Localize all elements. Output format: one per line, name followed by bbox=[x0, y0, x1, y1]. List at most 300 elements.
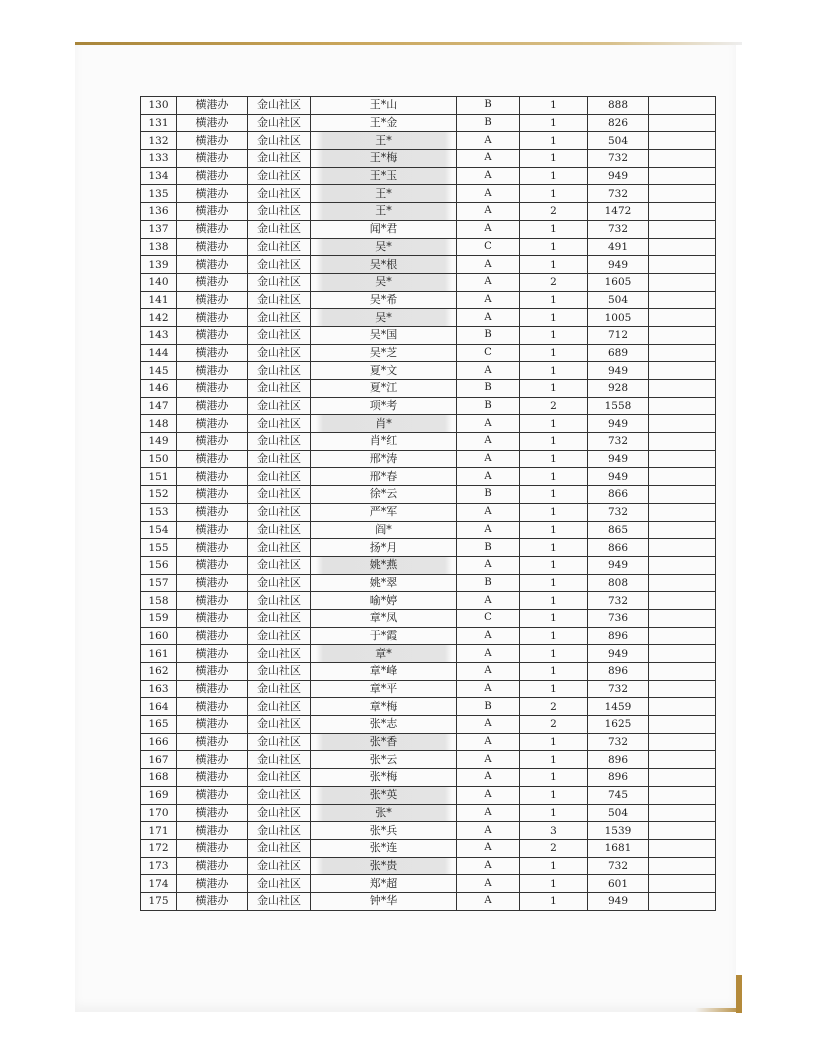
cell-name: 章*凤 bbox=[311, 609, 457, 627]
cell-community: 金山社区 bbox=[248, 627, 311, 645]
cell-community: 金山社区 bbox=[248, 238, 311, 256]
cell-row-number: 137 bbox=[141, 220, 177, 238]
cell-amount: 504 bbox=[588, 291, 649, 309]
table-row bbox=[141, 433, 716, 451]
cell-name: 郑*超 bbox=[311, 875, 457, 893]
cell-grade: A bbox=[457, 733, 520, 751]
cell-office: 横港办 bbox=[177, 114, 248, 132]
cell-office: 横港办 bbox=[177, 220, 248, 238]
cell-count: 1 bbox=[520, 380, 588, 398]
table-row bbox=[141, 822, 716, 840]
cell-name: 张*英 bbox=[311, 786, 457, 804]
cell-grade: A bbox=[457, 716, 520, 734]
cell-note bbox=[649, 680, 716, 698]
cell-row-number: 149 bbox=[141, 433, 177, 451]
cell-row-number: 173 bbox=[141, 857, 177, 875]
table-row bbox=[141, 309, 716, 327]
cell-office: 横港办 bbox=[177, 875, 248, 893]
cell-name: 张*香 bbox=[311, 733, 457, 751]
cell-amount: 1539 bbox=[588, 822, 649, 840]
table-row bbox=[141, 450, 716, 468]
cell-name: 王* bbox=[311, 132, 457, 150]
cell-office: 横港办 bbox=[177, 185, 248, 203]
cell-grade: A bbox=[457, 450, 520, 468]
cell-row-number: 174 bbox=[141, 875, 177, 893]
cell-office: 横港办 bbox=[177, 804, 248, 822]
cell-community: 金山社区 bbox=[248, 769, 311, 787]
cell-note bbox=[649, 592, 716, 610]
table-row bbox=[141, 804, 716, 822]
cell-grade: A bbox=[457, 415, 520, 433]
cell-count: 1 bbox=[520, 415, 588, 433]
cell-grade: A bbox=[457, 150, 520, 168]
cell-office: 横港办 bbox=[177, 273, 248, 291]
cell-amount: 601 bbox=[588, 875, 649, 893]
table-row bbox=[141, 150, 716, 168]
cell-row-number: 136 bbox=[141, 203, 177, 221]
cell-name: 钟*华 bbox=[311, 892, 457, 910]
cell-name: 吴*希 bbox=[311, 291, 457, 309]
cell-community: 金山社区 bbox=[248, 733, 311, 751]
cell-name: 吴*芝 bbox=[311, 344, 457, 362]
cell-name: 夏*文 bbox=[311, 362, 457, 380]
cell-grade: C bbox=[457, 344, 520, 362]
cell-amount: 732 bbox=[588, 592, 649, 610]
cell-note bbox=[649, 291, 716, 309]
cell-count: 1 bbox=[520, 857, 588, 875]
cell-office: 横港办 bbox=[177, 291, 248, 309]
cell-office: 横港办 bbox=[177, 733, 248, 751]
cell-note bbox=[649, 380, 716, 398]
table-row bbox=[141, 468, 716, 486]
table-row bbox=[141, 539, 716, 557]
cell-grade: C bbox=[457, 238, 520, 256]
cell-name: 张* bbox=[311, 804, 457, 822]
cell-community: 金山社区 bbox=[248, 132, 311, 150]
cell-name: 张*梅 bbox=[311, 769, 457, 787]
cell-amount: 949 bbox=[588, 167, 649, 185]
cell-name: 姚*翠 bbox=[311, 574, 457, 592]
cell-community: 金山社区 bbox=[248, 97, 311, 115]
cell-note bbox=[649, 698, 716, 716]
table-row bbox=[141, 397, 716, 415]
cell-note bbox=[649, 521, 716, 539]
cell-note bbox=[649, 663, 716, 681]
cell-community: 金山社区 bbox=[248, 539, 311, 557]
table-row bbox=[141, 220, 716, 238]
cell-office: 横港办 bbox=[177, 857, 248, 875]
cell-name: 吴* bbox=[311, 309, 457, 327]
cell-community: 金山社区 bbox=[248, 291, 311, 309]
cell-grade: A bbox=[457, 839, 520, 857]
cell-grade: A bbox=[457, 645, 520, 663]
cell-count: 1 bbox=[520, 167, 588, 185]
table-row bbox=[141, 716, 716, 734]
table-row bbox=[141, 344, 716, 362]
cell-count: 1 bbox=[520, 680, 588, 698]
table-row bbox=[141, 114, 716, 132]
cell-grade: A bbox=[457, 291, 520, 309]
cell-row-number: 158 bbox=[141, 592, 177, 610]
cell-row-number: 145 bbox=[141, 362, 177, 380]
cell-count: 1 bbox=[520, 556, 588, 574]
cell-count: 1 bbox=[520, 804, 588, 822]
cell-count: 1 bbox=[520, 326, 588, 344]
cell-community: 金山社区 bbox=[248, 433, 311, 451]
cell-grade: C bbox=[457, 609, 520, 627]
cell-row-number: 135 bbox=[141, 185, 177, 203]
cell-amount: 1681 bbox=[588, 839, 649, 857]
cell-count: 1 bbox=[520, 150, 588, 168]
cell-office: 横港办 bbox=[177, 450, 248, 468]
cell-name: 张*云 bbox=[311, 751, 457, 769]
cell-note bbox=[649, 804, 716, 822]
cell-name: 章*梅 bbox=[311, 698, 457, 716]
table-row bbox=[141, 733, 716, 751]
cell-name: 王*梅 bbox=[311, 150, 457, 168]
cell-note bbox=[649, 574, 716, 592]
cell-office: 横港办 bbox=[177, 97, 248, 115]
cell-note bbox=[649, 556, 716, 574]
cell-name: 章* bbox=[311, 645, 457, 663]
cell-count: 1 bbox=[520, 291, 588, 309]
cell-community: 金山社区 bbox=[248, 203, 311, 221]
table-row bbox=[141, 185, 716, 203]
cell-community: 金山社区 bbox=[248, 574, 311, 592]
cell-note bbox=[649, 415, 716, 433]
table-row bbox=[141, 645, 716, 663]
cell-community: 金山社区 bbox=[248, 344, 311, 362]
cell-grade: B bbox=[457, 574, 520, 592]
cell-count: 2 bbox=[520, 698, 588, 716]
cell-amount: 949 bbox=[588, 362, 649, 380]
cell-amount: 504 bbox=[588, 132, 649, 150]
cell-row-number: 157 bbox=[141, 574, 177, 592]
cell-count: 1 bbox=[520, 592, 588, 610]
cell-name: 张*贵 bbox=[311, 857, 457, 875]
cell-community: 金山社区 bbox=[248, 185, 311, 203]
cell-office: 横港办 bbox=[177, 203, 248, 221]
cell-row-number: 175 bbox=[141, 892, 177, 910]
cell-count: 1 bbox=[520, 521, 588, 539]
cell-office: 横港办 bbox=[177, 362, 248, 380]
cell-grade: B bbox=[457, 326, 520, 344]
cell-count: 1 bbox=[520, 468, 588, 486]
cell-name: 张*兵 bbox=[311, 822, 457, 840]
table-row bbox=[141, 680, 716, 698]
cell-count: 1 bbox=[520, 450, 588, 468]
cell-amount: 896 bbox=[588, 769, 649, 787]
cell-community: 金山社区 bbox=[248, 804, 311, 822]
cell-note bbox=[649, 114, 716, 132]
cell-name: 邢*涛 bbox=[311, 450, 457, 468]
cell-name: 阎* bbox=[311, 521, 457, 539]
table-row bbox=[141, 839, 716, 857]
cell-note bbox=[649, 769, 716, 787]
table-row bbox=[141, 203, 716, 221]
cell-note bbox=[649, 822, 716, 840]
cell-note bbox=[649, 397, 716, 415]
table-row bbox=[141, 167, 716, 185]
cell-office: 横港办 bbox=[177, 645, 248, 663]
cell-name: 扬*月 bbox=[311, 539, 457, 557]
cell-row-number: 146 bbox=[141, 380, 177, 398]
cell-amount: 732 bbox=[588, 185, 649, 203]
cell-note bbox=[649, 433, 716, 451]
cell-community: 金山社区 bbox=[248, 857, 311, 875]
cell-amount: 1459 bbox=[588, 698, 649, 716]
cell-name: 邢*春 bbox=[311, 468, 457, 486]
cell-name: 徐*云 bbox=[311, 486, 457, 504]
table-row bbox=[141, 326, 716, 344]
cell-grade: B bbox=[457, 698, 520, 716]
cell-office: 横港办 bbox=[177, 556, 248, 574]
cell-community: 金山社区 bbox=[248, 114, 311, 132]
cell-row-number: 153 bbox=[141, 503, 177, 521]
cell-community: 金山社区 bbox=[248, 380, 311, 398]
cell-office: 横港办 bbox=[177, 751, 248, 769]
cell-amount: 949 bbox=[588, 468, 649, 486]
cell-count: 3 bbox=[520, 822, 588, 840]
cell-community: 金山社区 bbox=[248, 326, 311, 344]
cell-row-number: 162 bbox=[141, 663, 177, 681]
cell-amount: 808 bbox=[588, 574, 649, 592]
cell-amount: 949 bbox=[588, 645, 649, 663]
cell-note bbox=[649, 486, 716, 504]
cell-grade: B bbox=[457, 397, 520, 415]
cell-amount: 732 bbox=[588, 680, 649, 698]
cell-name: 吴*根 bbox=[311, 256, 457, 274]
cell-grade: A bbox=[457, 185, 520, 203]
cell-count: 1 bbox=[520, 609, 588, 627]
cell-office: 横港办 bbox=[177, 839, 248, 857]
cell-name: 喻*婷 bbox=[311, 592, 457, 610]
cell-amount: 732 bbox=[588, 503, 649, 521]
table-body bbox=[141, 97, 716, 911]
table-row bbox=[141, 574, 716, 592]
cell-row-number: 130 bbox=[141, 97, 177, 115]
cell-office: 横港办 bbox=[177, 486, 248, 504]
cell-grade: A bbox=[457, 468, 520, 486]
cell-count: 1 bbox=[520, 875, 588, 893]
cell-row-number: 150 bbox=[141, 450, 177, 468]
cell-count: 1 bbox=[520, 663, 588, 681]
cell-grade: A bbox=[457, 892, 520, 910]
cell-community: 金山社区 bbox=[248, 822, 311, 840]
cell-row-number: 152 bbox=[141, 486, 177, 504]
table-row bbox=[141, 751, 716, 769]
cell-name: 吴*国 bbox=[311, 326, 457, 344]
cell-grade: B bbox=[457, 380, 520, 398]
cell-row-number: 156 bbox=[141, 556, 177, 574]
cell-name: 姚*燕 bbox=[311, 556, 457, 574]
cell-row-number: 143 bbox=[141, 326, 177, 344]
cell-count: 2 bbox=[520, 716, 588, 734]
cell-community: 金山社区 bbox=[248, 150, 311, 168]
table-row bbox=[141, 97, 716, 115]
cell-name: 于*霞 bbox=[311, 627, 457, 645]
cell-grade: A bbox=[457, 220, 520, 238]
cell-amount: 888 bbox=[588, 97, 649, 115]
cell-community: 金山社区 bbox=[248, 309, 311, 327]
cell-community: 金山社区 bbox=[248, 397, 311, 415]
cell-note bbox=[649, 150, 716, 168]
cell-amount: 949 bbox=[588, 256, 649, 274]
table-row bbox=[141, 486, 716, 504]
cell-community: 金山社区 bbox=[248, 592, 311, 610]
cell-amount: 504 bbox=[588, 804, 649, 822]
cell-note bbox=[649, 503, 716, 521]
cell-grade: A bbox=[457, 769, 520, 787]
cell-note bbox=[649, 185, 716, 203]
cell-community: 金山社区 bbox=[248, 609, 311, 627]
cell-count: 1 bbox=[520, 132, 588, 150]
cell-row-number: 142 bbox=[141, 309, 177, 327]
cell-amount: 826 bbox=[588, 114, 649, 132]
cell-office: 横港办 bbox=[177, 468, 248, 486]
cell-count: 1 bbox=[520, 892, 588, 910]
cell-office: 横港办 bbox=[177, 716, 248, 734]
cell-office: 横港办 bbox=[177, 503, 248, 521]
cell-office: 横港办 bbox=[177, 698, 248, 716]
cell-office: 横港办 bbox=[177, 592, 248, 610]
cell-community: 金山社区 bbox=[248, 716, 311, 734]
cell-grade: A bbox=[457, 857, 520, 875]
cell-office: 横港办 bbox=[177, 680, 248, 698]
cell-name: 肖*红 bbox=[311, 433, 457, 451]
table-row bbox=[141, 627, 716, 645]
cell-note bbox=[649, 751, 716, 769]
cell-name: 张*志 bbox=[311, 716, 457, 734]
table-row bbox=[141, 273, 716, 291]
cell-community: 金山社区 bbox=[248, 680, 311, 698]
cell-amount: 732 bbox=[588, 433, 649, 451]
cell-note bbox=[649, 97, 716, 115]
cell-amount: 491 bbox=[588, 238, 649, 256]
cell-office: 横港办 bbox=[177, 238, 248, 256]
cell-count: 1 bbox=[520, 220, 588, 238]
cell-office: 横港办 bbox=[177, 309, 248, 327]
cell-amount: 949 bbox=[588, 556, 649, 574]
cell-count: 1 bbox=[520, 733, 588, 751]
cell-amount: 949 bbox=[588, 892, 649, 910]
cell-office: 横港办 bbox=[177, 380, 248, 398]
cell-grade: A bbox=[457, 503, 520, 521]
cell-office: 横港办 bbox=[177, 663, 248, 681]
cell-office: 横港办 bbox=[177, 627, 248, 645]
cell-name: 肖* bbox=[311, 415, 457, 433]
cell-row-number: 151 bbox=[141, 468, 177, 486]
table-row bbox=[141, 132, 716, 150]
cell-amount: 1625 bbox=[588, 716, 649, 734]
cell-count: 1 bbox=[520, 362, 588, 380]
cell-amount: 1605 bbox=[588, 273, 649, 291]
cell-grade: A bbox=[457, 627, 520, 645]
cell-grade: A bbox=[457, 256, 520, 274]
cell-note bbox=[649, 326, 716, 344]
cell-row-number: 171 bbox=[141, 822, 177, 840]
cell-note bbox=[649, 167, 716, 185]
cell-note bbox=[649, 875, 716, 893]
cell-row-number: 144 bbox=[141, 344, 177, 362]
cell-community: 金山社区 bbox=[248, 875, 311, 893]
cell-row-number: 165 bbox=[141, 716, 177, 734]
table-row bbox=[141, 362, 716, 380]
cell-grade: A bbox=[457, 309, 520, 327]
cell-amount: 732 bbox=[588, 857, 649, 875]
cell-amount: 745 bbox=[588, 786, 649, 804]
cell-count: 1 bbox=[520, 574, 588, 592]
cell-office: 横港办 bbox=[177, 132, 248, 150]
cell-count: 1 bbox=[520, 97, 588, 115]
cell-grade: A bbox=[457, 556, 520, 574]
cell-name: 吴* bbox=[311, 238, 457, 256]
cell-name: 章*峰 bbox=[311, 663, 457, 681]
cell-count: 1 bbox=[520, 786, 588, 804]
cell-row-number: 163 bbox=[141, 680, 177, 698]
cell-community: 金山社区 bbox=[248, 220, 311, 238]
table-row bbox=[141, 769, 716, 787]
cell-grade: B bbox=[457, 539, 520, 557]
table-row bbox=[141, 415, 716, 433]
cell-count: 1 bbox=[520, 751, 588, 769]
cell-count: 1 bbox=[520, 433, 588, 451]
cell-row-number: 155 bbox=[141, 539, 177, 557]
cell-note bbox=[649, 645, 716, 663]
cell-name: 王* bbox=[311, 185, 457, 203]
cell-count: 1 bbox=[520, 114, 588, 132]
cell-community: 金山社区 bbox=[248, 415, 311, 433]
cell-office: 横港办 bbox=[177, 150, 248, 168]
table-row bbox=[141, 556, 716, 574]
cell-community: 金山社区 bbox=[248, 556, 311, 574]
cell-office: 横港办 bbox=[177, 539, 248, 557]
cell-row-number: 134 bbox=[141, 167, 177, 185]
cell-grade: A bbox=[457, 433, 520, 451]
cell-amount: 928 bbox=[588, 380, 649, 398]
cell-row-number: 139 bbox=[141, 256, 177, 274]
cell-note bbox=[649, 344, 716, 362]
table-row bbox=[141, 291, 716, 309]
cell-community: 金山社区 bbox=[248, 503, 311, 521]
cell-grade: A bbox=[457, 273, 520, 291]
cell-office: 横港办 bbox=[177, 256, 248, 274]
cell-name: 王*金 bbox=[311, 114, 457, 132]
cell-row-number: 168 bbox=[141, 769, 177, 787]
table-row bbox=[141, 521, 716, 539]
table-row bbox=[141, 380, 716, 398]
cell-office: 横港办 bbox=[177, 769, 248, 787]
cell-row-number: 147 bbox=[141, 397, 177, 415]
cell-amount: 1558 bbox=[588, 397, 649, 415]
cell-count: 2 bbox=[520, 397, 588, 415]
cell-grade: A bbox=[457, 786, 520, 804]
cell-amount: 1472 bbox=[588, 203, 649, 221]
cell-note bbox=[649, 839, 716, 857]
cell-community: 金山社区 bbox=[248, 468, 311, 486]
cell-community: 金山社区 bbox=[248, 751, 311, 769]
cell-office: 横港办 bbox=[177, 415, 248, 433]
cell-grade: B bbox=[457, 486, 520, 504]
cell-amount: 732 bbox=[588, 150, 649, 168]
cell-note bbox=[649, 627, 716, 645]
cell-community: 金山社区 bbox=[248, 167, 311, 185]
cell-office: 横港办 bbox=[177, 574, 248, 592]
cell-row-number: 167 bbox=[141, 751, 177, 769]
cell-row-number: 170 bbox=[141, 804, 177, 822]
table-row bbox=[141, 892, 716, 910]
cell-note bbox=[649, 892, 716, 910]
